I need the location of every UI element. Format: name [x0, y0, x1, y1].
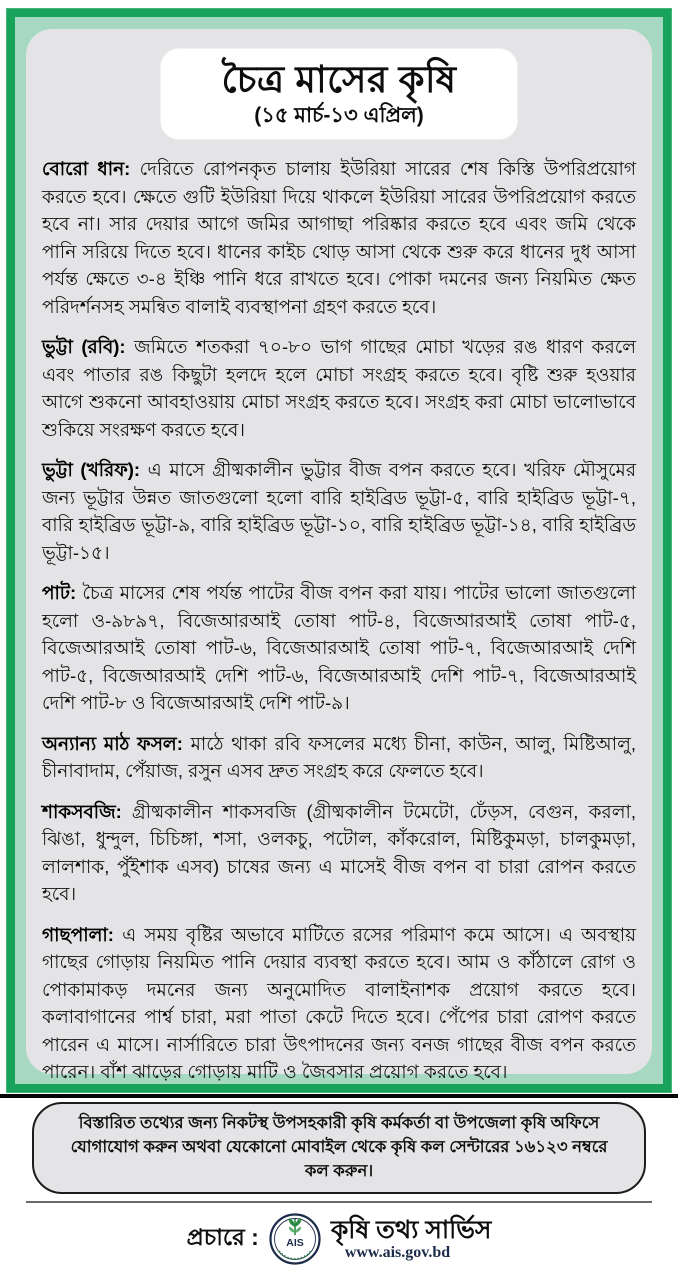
section-heading: বোরো ধান: — [42, 158, 131, 179]
section-heading: ভুট্টা (রবি): — [42, 336, 126, 357]
section-pat — [42, 579, 636, 717]
org-block — [331, 1216, 492, 1262]
sections-container — [30, 155, 648, 1099]
section-boro-dhan — [42, 155, 636, 320]
section-trees — [42, 921, 636, 1086]
page-title: চৈত্র মাসের কৃষি — [221, 59, 457, 100]
section-heading: পাট: — [42, 582, 77, 603]
section-heading: অন্যান্য মাঠ ফসল: — [42, 732, 183, 754]
ais-logo-text: AIS — [286, 1236, 304, 1249]
section-heading: ভুট্টা (খরিফ): — [42, 459, 141, 480]
green-frame — [6, 8, 672, 1261]
page-subtitle: (১৫ মার্চ-১৩ এপ্রিল) — [254, 104, 424, 127]
mint-inner-frame — [15, 17, 663, 1261]
section-heading: গাছপালা: — [42, 923, 114, 945]
ais-logo-icon — [269, 1213, 321, 1265]
section-body: এ মাসে গ্রীষ্মকালীন ভুট্টার বীজ বপন করতে হবে। খরিফ মৌসুমের জন্য ভূট্টার উন্নত জাতগুলো হলো বারি হাইব্রিড ভূট্টা-৫, বারি হাইব্রিড ভূট্টা-৭, বারি হাইব্রিড ভূট্টা-৯, বারি হাইব্রিড ভূট্টা-১০, বারি হাইব্রিড ভূট্টা-১৪, বারি হাইব্রিড ভূট্টা-১৫। — [42, 459, 636, 563]
publisher-label: প্রচারে : — [186, 1224, 259, 1250]
org-website: www.ais.gov.bd — [344, 1243, 451, 1261]
section-body: চৈত্র মাসের শেষ পর্যন্ত পাটের বীজ বপন করা যায়। পাটের ভালো জাতগুলো হলো ও-৯৮৯৭, বিজেআরআই তোষা পাট-৪, বিজেআরআই তোষা পাট-৫, বিজেআরআই তোষা পাট-৬, বিজেআরআই তোষা পাট-৭, বিজেআরআই দেশি পাট-৫, বিজেআরআই দেশি পাট-৬, বিজেআরআই দেশি পাট-৭, বিজেআরআই দেশি পাট-৮ ও বিজেআরআই দেশি পাট-৯। — [42, 582, 637, 713]
section-heading: শাকসবজি: — [42, 800, 122, 822]
org-name: কৃষি তথ্য সার্ভিস — [330, 1215, 492, 1244]
section-body: মাঠে থাকা রবি ফসলের মধ্যে চীনা, কাউন, আলু, মিষ্টিআলু, চীনাবাদাম, পেঁয়াজ, রসুন এসব দ্রুত সংগ্রহ করে ফেলতে হবে। — [42, 732, 637, 781]
title-box — [161, 49, 517, 139]
content-panel — [26, 29, 652, 1261]
footer — [30, 1203, 648, 1271]
section-bhutta-kharif — [42, 456, 636, 566]
bottom-edge-bar — [0, 1094, 678, 1098]
section-body: দেরিতে রোপনকৃত চালায় ইউরিয়া সারের শেষ কিস্তি উপরিপ্রয়োগ করতে হবে। ক্ষেতে গুটি ইউরিয়া দিয়ে থাকলে ইউরিয়া সারের উপরিপ্রয়োগ করতে হবে না। সার দেয়ার আগে জমির আগাছা পরিষ্কার করতে হবে এবং জমি থেকে পানি সরিয়ে দিতে হবে। ধানের কাইচ থোড় আসা থেকে শুরু করে ধানের দুধ আসা পর্যন্ত ক্ষেতে ৩-৪ ইঞ্চি পানি ধরে রাখতে হবে। পোকা দমনের জন্য নিয়মিত ক্ষেত পরিদর্শনসহ সমন্বিত বালাই ব্যবস্থাপনা গ্রহণ করতে হবে। — [42, 158, 637, 317]
section-other-crops — [42, 730, 636, 785]
section-body: জমিতে শতকরা ৭০-৮০ ভাগ গাছের মোচা খড়ের রঙ ধারণ করলে এবং পাতার রঙ কিছুটা হলদে হলে মোচা সংগ্রহ করতে হবে। বৃষ্টি শুরু হওয়ার আগে শুকনো আবহাওয়ায় মোচা সংগ্রহ করতে হবে। সংগ্রহ করা মোচা ভালোভাবে শুকিয়ে সংরক্ষণ করতে হবে। — [42, 336, 636, 440]
section-body: এ সময় বৃষ্টির অভাবে মাটিতে রসের পরিমাণ কমে আসে। এ অবস্থায় গাছের গোড়ায় নিয়মিত পানি দেয়ার ব্যবস্থা করতে হবে। আম ও কাঁঠালে রোগ ও পোকামাকড় দমনের জন্য অনুমোদিত বালাইনাশক প্রয়োগ করতে হবে। কলাবাগানের পার্শ্ব চারা, মরা পাতা কেটে দিতে হবে। পেঁপের চারা রোপণ করতে পারেন এ মাসে। নার্সারিতে চারা উৎপাদনের জন্য বনজ গাছের বীজ বপন করতে পারেন। বাঁশ ঝাড়ের গোড়ায় মাটি ও জৈবসার প্রয়োগ করতে হবে। — [42, 923, 637, 1082]
section-vegetables — [42, 798, 636, 908]
section-bhutta-rabi — [42, 333, 636, 443]
contact-notice: বিস্তারিত তথ্যের জন্য নিকটস্থ উপসহকারী কৃষি কর্মকর্তা বা উপজেলা কৃষি অফিসে যোগাযোগ করুন অথবা যেকোনো মোবাইল থেকে কৃষি কল সেন্টারের ১৬১২৩ নম্বরে কল করুন। — [32, 1102, 646, 1194]
section-body: গ্রীষ্মকালীন শাকসবজি (গ্রীষ্মকালীন টমেটো, ঢেঁড়স, বেগুন, করলা, ঝিঙা, ধুন্দুল, চিচিঙ্গা, শসা, ওলকচু, পটোল, কাঁকরোল, মিষ্টিকুমড়া, চালকুমড়া, লালশাক, পুঁইশাক এসব) চাষের জন্য এ মাসেই বীজ বপন বা চারা রোপন করতে হবে। — [42, 800, 636, 904]
